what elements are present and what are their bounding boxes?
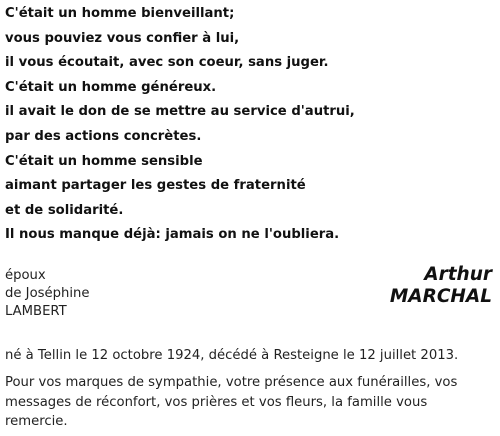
poem-line: C'était un homme sensible — [5, 153, 203, 169]
tribute-poem — [5, 2, 425, 248]
poem-line: C'était un homme généreux. — [5, 79, 217, 95]
spouse-line: de Joséphine — [5, 286, 90, 301]
poem-line: Il nous manque déjà: jamais on ne l'oubliera. — [5, 227, 340, 243]
poem-line: aimant partager les gestes de fraternité — [5, 178, 306, 194]
poem-line: il vous écoutait, avec son coeur, sans juger. — [5, 55, 329, 71]
deceased-last-name: MARCHAL — [389, 286, 492, 307]
poem-line: vous pouviez vous confier à lui, — [5, 30, 240, 46]
thanks-message: Pour vos marques de sympathie, votre présence aux funérailles, vos messages de réconfort, vos prières et vos fleurs, la famille vous remercie. — [5, 375, 458, 429]
deceased-name — [390, 264, 492, 308]
poem-line: et de solidarité. — [5, 202, 124, 218]
spouse-line: LAMBERT — [5, 304, 67, 319]
birth-death-line: né à Tellin le 12 octobre 1924, décédé à Resteigne le 12 juillet 2013. — [5, 348, 459, 363]
poem-line: par des actions concrètes. — [5, 128, 202, 144]
spouse-info — [5, 267, 89, 321]
spouse-line: époux — [5, 268, 46, 283]
deceased-first-name: Arthur — [424, 264, 492, 285]
poem-line: il avait le don de se mettre au service d'autrui, — [5, 104, 355, 120]
poem-line: C'était un homme bienveillant; — [5, 6, 235, 21]
